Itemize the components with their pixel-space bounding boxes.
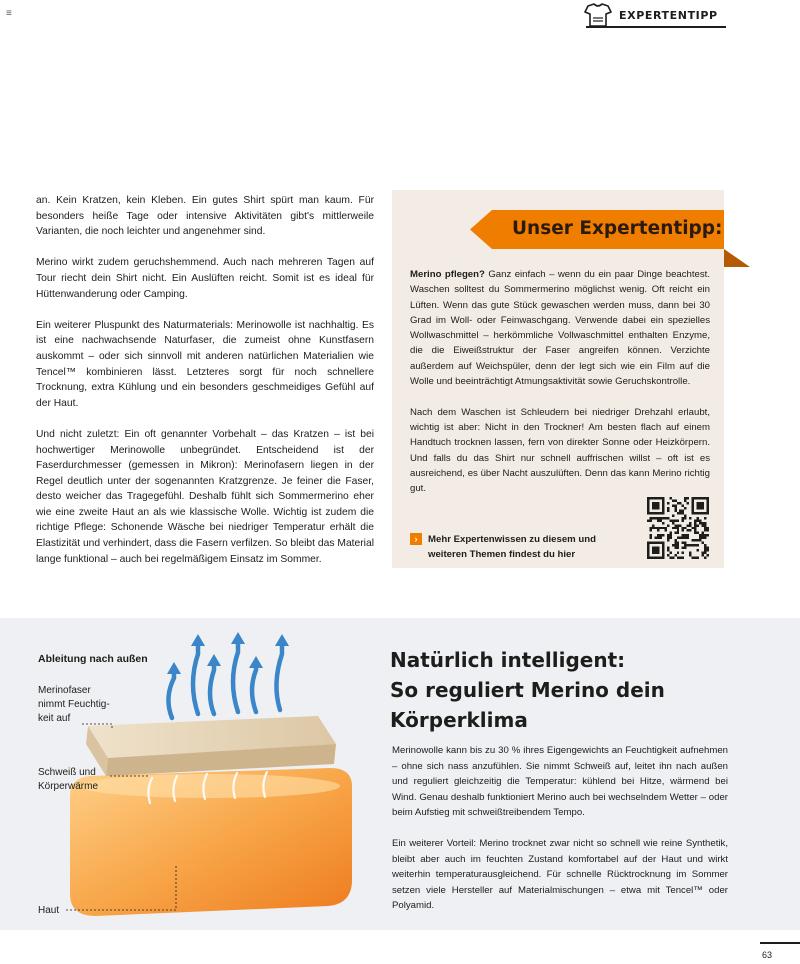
section-text <box>392 743 728 929</box>
article-paragraph: Merino wirkt zudem geruchshemmend. Auch nach mehreren Tagen auf Tour riecht dein Shirt nicht. Ein Auslüften reicht. Somit ist es ideal für Hüttenwanderung oder Camping. <box>36 257 374 300</box>
label-merinofaser <box>38 684 110 726</box>
label-line: Merinofaser <box>38 685 91 696</box>
title-line: So reguliert Merino dein <box>390 678 665 702</box>
article-paragraph: Ein weiterer Pluspunkt des Naturmaterials: Merinowolle ist nachhaltig. Es ist eine nachwachsende Naturfaser, die zumeist ohne Kunstfasern auskommt – oder sich sinnvoll mit anderen natürlichen Materialien wie Tencel™ kombinieren lässt. Letzteres sorgt für noch schnellere Trocknung, extra Kühlung und ein besonders geschmeidiges Gefühl auf der Haut. <box>36 319 374 409</box>
tip-lead-rest: Ganz einfach – wenn du ein paar Dinge beachtest. Waschen solltest du Sommermerino möglichst wenig. Oft reicht ein Lüften. Wenn das gute Stück gewaschen werden muss, dann bei 30 Grad im Woll- oder Feinwaschgang. Verwende dabei ein spezielles Wollwaschmittel – herkömmliche Vollwaschmittel enthalten Enzyme, die die Eiweißstruktur der Faser angreifen können. Verzichte außerdem auf Weichspüler, denn der legt sich wie ein Film auf die Wolle und beeinträchtigt Atmungsaktivität sowie Geruchskontrolle. <box>410 269 711 388</box>
title-line: Natürlich intelligent: <box>390 648 626 672</box>
article-paragraph: Und nicht zuletzt: Ein oft genannter Vorbehalt – das Kratzen – ist bei hochwertiger Merinowolle unbegründet. Entscheidend ist der Faserdurchmesser (gemessen in Mikron): Merinofasern liegen in der Regel deutlich unter der sogenannten Kratzgrenze. Je feiner die Faser, desto weicher das Tragegefühl. Deshalb fühlt sich Sommermerino eher wie eine zweite Haut an als wie klassische Wolle. Wichtig ist zudem die richtige Pflege: Schonende Wäsche bei niedriger Temperatur erhält die Elastizität und verhindert, dass die Fasern verfilzen. So bleibt das Material lange funktional – auch bei regelmäßigem Einsatz im Sommer. <box>36 428 374 565</box>
expert-tip-title: Unser Expertentipp: <box>512 218 723 239</box>
chevron-right-icon: › <box>410 533 422 545</box>
page-number-rule <box>760 942 800 944</box>
label-haut: Haut <box>38 905 60 916</box>
menu-icon[interactable]: ≡ <box>6 8 12 19</box>
label-line: Schweiß und <box>38 767 96 778</box>
section-paragraph: Ein weiterer Vorteil: Merino trocknet zwar nicht so schnell wie reine Synthetik, bleibt aber auch im feuchten Zustand komfortabel auf der Haut und wirkt weiterhin temperaturausgleichend. Für schnelle Rücktrocknung im Sommer setzen viele Hersteller auf Materialmischungen – etwa mit Tencel™ oder Polyamid. <box>392 838 728 911</box>
expert-tip-text <box>410 267 710 512</box>
merino-fiber-pad <box>86 716 336 776</box>
expertentipp-header <box>584 2 726 28</box>
qr-code-icon[interactable] <box>646 497 710 559</box>
header-badge-label: EXPERTENTIPP <box>619 8 718 22</box>
label-line: nimmt Feuchtig- <box>38 699 110 710</box>
section-paragraph: Merinowolle kann bis zu 30 % ihres Eigengewichts an Feuchtigkeit aufnehmen – ohne sich nass anzufühlen. Sie nimmt Schweiß auf, leitet ihn nach außen und reguliert gleichzeitig die Temperatur: kühlend bei Hitze, wärmend bei Wind. Genau deshalb funktioniert Merino auch bei wechselndem Wetter – oder beim Aufstieg mit schweißtreibendem Tempo. <box>392 745 728 818</box>
label-line: Körperwärme <box>38 781 99 792</box>
tip-paragraph <box>410 267 710 389</box>
title-line: Körperklima <box>390 708 528 732</box>
page-number: 63 <box>762 950 773 960</box>
section-title <box>390 645 665 735</box>
shirt-icon <box>584 3 612 27</box>
banner-fold <box>724 249 750 267</box>
header-divider <box>586 26 726 28</box>
label-line: keit auf <box>38 713 71 724</box>
arrow-heads <box>167 632 289 674</box>
article-paragraph: an. Kein Kratzen, kein Kleben. Ein gutes Shirt spürt man kaum. Für besonders heiße Tage oder intensive Aktivitäten gibt's mittlerweile Varianten, die noch leichter und angenehmer sind. <box>36 195 374 238</box>
tip-paragraph: Nach dem Waschen ist Schleudern bei niedriger Drehzahl erlaubt, wichtig ist aber: Nicht in den Trockner! Am besten flach auf einem Handtuch trocknen lassen, fern von direkter Sonne oder Heizkörpern. Und falls du das Shirt nur schnell auffrischen willst – oft ist es ausreichend, es über Nacht auszulüften. Denn das kann Merino richtig gut. <box>410 406 710 495</box>
skin-block <box>70 768 352 916</box>
article-left-column <box>36 193 374 583</box>
more-expert-link[interactable] <box>410 532 628 562</box>
label-schweiss <box>38 766 98 794</box>
moisture-arrows <box>168 640 282 718</box>
tip-lead: Merino pflegen? <box>410 269 485 280</box>
more-link-text[interactable]: Mehr Expertenwissen zu diesem und weiteren Themen findest du hier <box>428 534 596 560</box>
illustration-title: Ableitung nach außen <box>38 653 148 665</box>
